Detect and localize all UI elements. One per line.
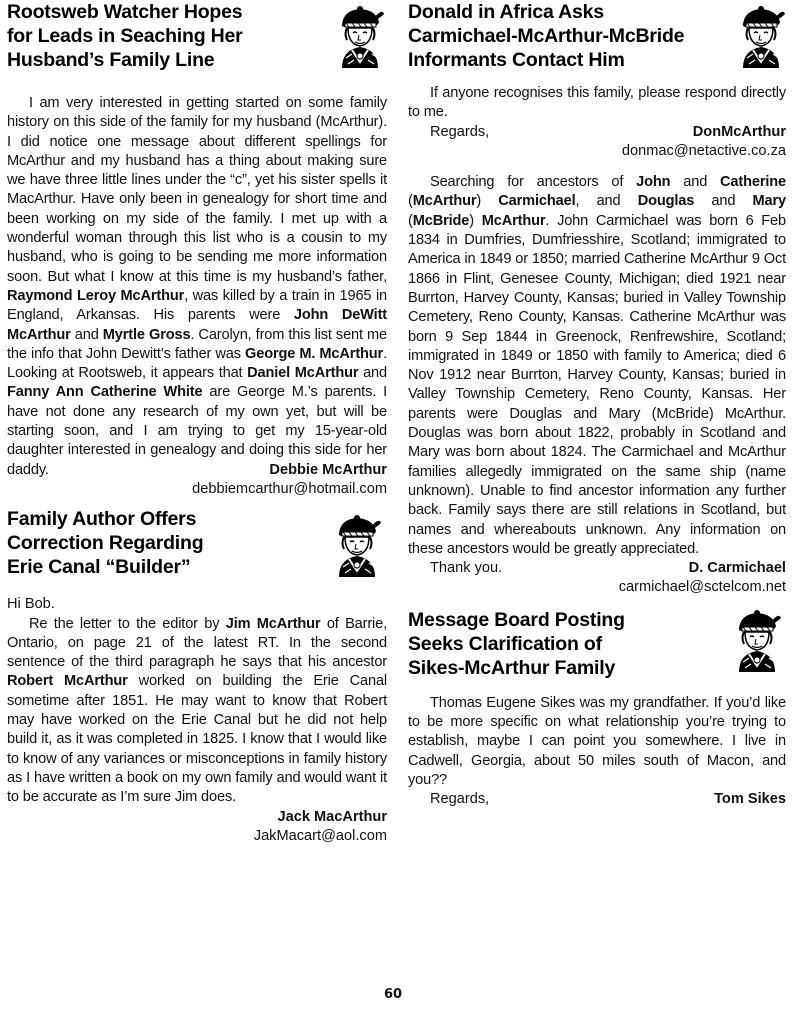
scottish-man-icon	[331, 513, 383, 577]
bold-name: George M. McArthur	[245, 345, 384, 362]
bold-name: Daniel McArthur	[247, 365, 359, 382]
headline-line: Seeks Clarification of	[408, 632, 602, 655]
article-headline	[7, 507, 387, 579]
intro-text: If anyone recognises this family, please respond directly to me.	[408, 85, 786, 121]
bold-name: McArthur	[412, 193, 477, 210]
headline-line: Rootsweb Watcher Hopes	[7, 1, 243, 23]
headline-line: Family Author Offers	[7, 508, 197, 531]
scottish-man-icon	[334, 4, 386, 68]
headline-line: for Leads in Seaching Her	[7, 25, 243, 47]
thanks-text: Thank you.	[430, 560, 503, 577]
signature-row	[7, 461, 387, 480]
bold-name: John	[636, 174, 671, 191]
author-name: Tom Sikes	[714, 791, 786, 808]
headline-line: Correction Regarding	[7, 532, 204, 555]
regards-text: Regards,	[430, 123, 490, 140]
article-sikes-mcarthur	[408, 608, 786, 810]
bold-name: Myrtle Gross	[102, 326, 191, 343]
article-headline	[7, 0, 387, 72]
greeting: Hi Bob.	[7, 596, 55, 613]
article-erie-canal	[7, 507, 387, 846]
author-name: Jack MacArthur	[277, 808, 387, 825]
bold-name: McBride	[412, 212, 470, 229]
author-name: Debbie McArthur	[269, 461, 387, 478]
bold-name: Fanny Ann Catherine White	[7, 384, 203, 401]
page-number: 60	[384, 987, 403, 1002]
author-email: carmichael@sctelcom.net	[618, 579, 786, 596]
author-email: donmac@netactive.co.za	[621, 142, 786, 159]
bold-name: John DeWitt McArthur	[7, 307, 387, 343]
regards-text: Regards,	[430, 791, 490, 808]
bold-name: Raymond Leroy McArthur	[7, 287, 185, 304]
author-email: JakMacart@aol.com	[253, 827, 387, 844]
signature-row	[408, 559, 786, 578]
article-headline	[408, 0, 786, 72]
headline-line: Carmichael-McArthur-McBride	[408, 25, 685, 47]
author-name: D. Carmichael	[688, 560, 786, 577]
bold-name: McArthur	[481, 212, 546, 229]
signature-row	[7, 808, 387, 827]
scottish-man-icon	[735, 4, 787, 68]
article-body: Thomas Eugene Sikes was my grandfather. If you’d like to be more specific on what relationship you’re trying to establish, maybe I can point you somewhere. I live in Cadwell, Georgia, about 50 miles south of Macon, and you??	[408, 694, 786, 788]
headline-line: Donald in Africa Asks	[408, 1, 604, 23]
headline-line: Erie Canal “Builder”	[7, 556, 191, 579]
bold-name: Robert McArthur	[7, 673, 128, 690]
article-body: I am very interested in getting started on some family history on this side of the family for my husband (McArthur). I did notice one message about different spellings for McArthur and my husband has a thing about making sure we have three little lines under the “c”, yet his sister spells it MacArthur. Have only been in genealogy for short time and been working on my side of the family. I met up with a wonderful woman through this list who is a cousin to my husband, who is going to be sending me more information soon. But what I know at this time is my husband’s father, Raymond Leroy McArthur, was killed by a train in 1965 in England, Arkansas. His parents were John DeWitt McArthur and Myrtle Gross. Carolyn, from this list sent me the info that John Dewitt’s father was George M. McArthur. Looking at Rootsweb, it appears that Daniel McArthur and Fanny Ann Catherine White are George M.’s parents. I have not done any research of my own yet, but will be starting soon, and I am trying to get my 15-year-old daughter interested in genealogy and doing this side for her daddy.	[7, 95, 388, 478]
headline-line: Sikes-McArthur Family	[408, 656, 616, 679]
headline-line: Husband’s Family Line	[7, 49, 215, 71]
right-column	[408, 0, 786, 810]
bold-name: Catherine	[720, 174, 786, 191]
article-body: Searching for ancestors of John and Catherine (McArthur) Carmichael, and Douglas and Mary (McBride) McArthur. John Carmichael was born 6 Feb 1834 in Dumfries, Dumfriesshire, Scotland; immigrated to America in 1849 or 1850; married Catherine McArthur 9 Oct 1866 in Flint, Genesee County, Michigan; died 1921 near Burrton, Harvey County, Kansas; buried in Valley Township Cemetery, Reno County, Kansas. Catherine McArthur was born 9 Sep 1844 in Greenock, Renfrewshire, Scotland; immigrated in 1849 or 1850 with family to America; died 6 Nov 1912 near Burrton, Harvey County, Kansas; buried in Valley Township Cemetery, Reno County, Kansas. Her parents were Douglas and Mary (McBride) McArthur. Douglas was born about 1822, probably in Scotland and Mary was born about 1824. The Carmichael and McArthur families allegedly immigrated on the same ship (name unknown). Unable to find ancestor information any further back. Family says there are still relations in Scotland, but names and whereabouts unknown. Any information on these ancestors would be greatly appreciated.	[408, 174, 786, 557]
article-rootsweb-watcher	[7, 0, 387, 499]
article-headline	[408, 608, 786, 680]
bold-name: Douglas	[637, 193, 695, 210]
signature-row	[408, 123, 786, 142]
headline-line: Informants Contact Him	[408, 49, 625, 71]
author-email: debbiemcarthur@hotmail.com	[192, 480, 387, 497]
author-name: DonMcArthur	[692, 123, 786, 140]
left-column	[7, 0, 387, 846]
bold-name: Jim McArthur	[225, 615, 321, 632]
article-donald-in-africa	[408, 0, 786, 598]
bold-name: Mary	[752, 193, 786, 210]
scottish-man-icon	[731, 608, 783, 672]
signature-row	[408, 790, 786, 809]
bold-name: Carmichael	[498, 193, 576, 210]
headline-line: Message Board Posting	[408, 608, 625, 631]
article-body: Re the letter to the editor by Jim McArthur of Barrie, Ontario, on page 21 of the latest RT. In the second sentence of the third paragraph he says that his ancestor Robert McArthur worked on building the Erie Canal sometime after 1851. He may want to know that Robert may have worked on the Erie Canal but he did not help build it, as it was completed in 1825. I know that I would like to know of any variances or misconceptions in family history as I have written a book on my own family and would want it to be accurate as I’m sure Jim does.	[7, 615, 388, 806]
